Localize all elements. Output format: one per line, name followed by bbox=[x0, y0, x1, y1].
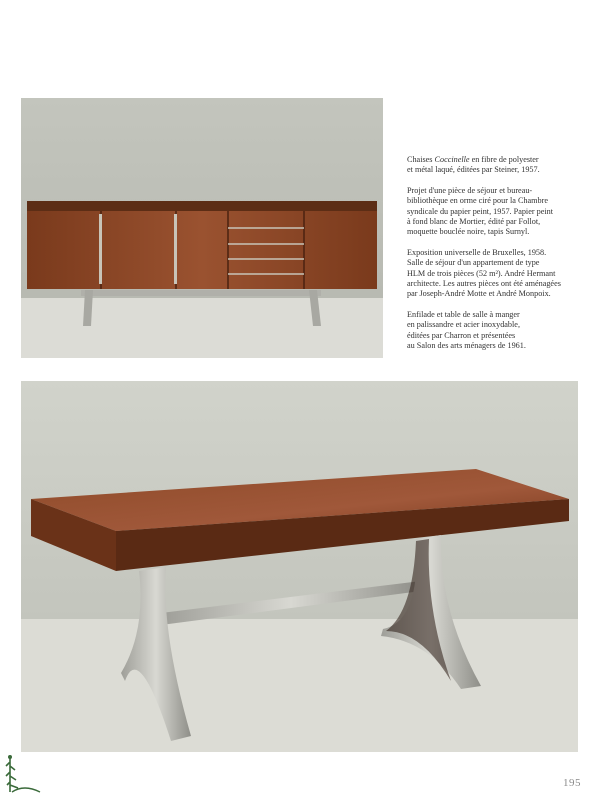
caption-living-room-project bbox=[407, 186, 587, 238]
publisher-logo bbox=[4, 752, 44, 794]
caption-line: éditées par Charron et présentées bbox=[407, 330, 516, 340]
caption-line: bibliothèque en orme ciré pour la Chambre bbox=[407, 196, 548, 206]
caption-line: par Joseph-André Motte et André Monpoix. bbox=[407, 289, 551, 299]
caption-italic-title: Coccinelle bbox=[434, 155, 470, 164]
caption-line: à fond blanc de Mortier, édité par Follot, bbox=[407, 217, 541, 227]
caption-line: syndicale du papier peint, 1957. Papier peint bbox=[407, 206, 553, 216]
caption-line: Exposition universelle de Bruxelles, 1958. bbox=[407, 247, 547, 257]
caption-line: architecte. Les autres pièces ont été aménagées bbox=[407, 279, 561, 289]
page-number: 195 bbox=[563, 777, 581, 789]
caption-brussels-expo bbox=[407, 248, 587, 300]
caption-line: en palissandre et acier inoxydable, bbox=[407, 320, 520, 330]
caption-text: Chaises bbox=[407, 155, 435, 164]
caption-line: Projet d'une pièce de séjour et bureau- bbox=[407, 185, 533, 195]
caption-coccinelle-chairs bbox=[407, 155, 587, 176]
caption-line: et métal laqué, éditées par Steiner, 1957. bbox=[407, 165, 540, 175]
caption-line: Salle de séjour d'un appartement de type bbox=[407, 258, 540, 268]
sideboard-photo bbox=[21, 98, 383, 358]
dining-table-photo bbox=[21, 381, 578, 752]
captions-block bbox=[407, 155, 587, 362]
caption-sideboard-table bbox=[407, 310, 587, 352]
caption-line: moquette bouclée noire, tapis Surnyl. bbox=[407, 227, 530, 237]
caption-line: HLM de trois pièces (52 m²). André Hermant bbox=[407, 268, 556, 278]
caption-line: Enfilade et table de salle à manger bbox=[407, 309, 520, 319]
caption-text: en fibre de polyester bbox=[469, 155, 539, 164]
caption-line: au Salon des arts ménagers de 1961. bbox=[407, 341, 526, 351]
